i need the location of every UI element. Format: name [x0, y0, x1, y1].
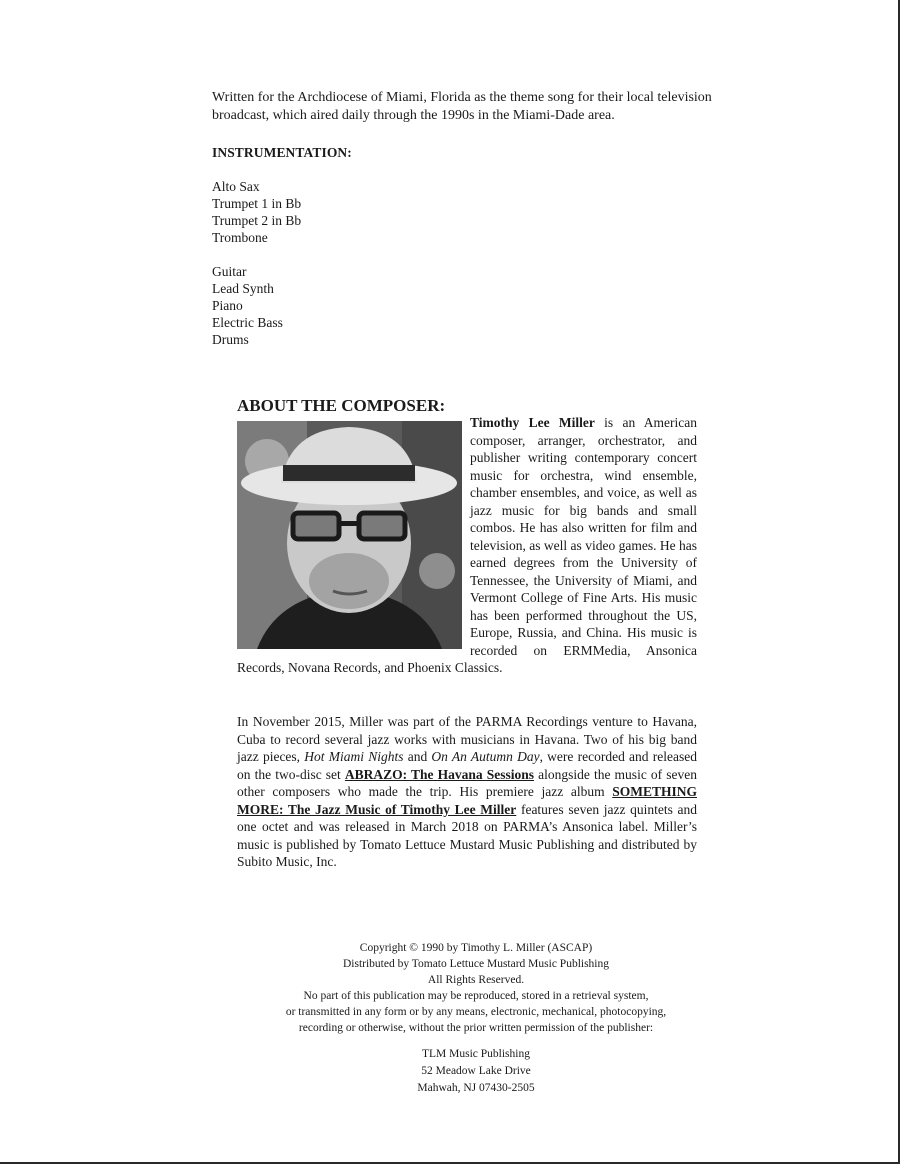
work-title-on-an-autumn-day: On An Autumn Day — [431, 749, 540, 764]
composer-bio-text: is an American composer, arranger, orchestrator, and publisher writing contemporary concert music for orchestra, wind ensemble, chamber ensembles, and voice, as well as jazz music for big bands and small combos. He has also written for film and television, as well as video games. He has earned degrees from the University of Tennessee, the University of Miami, and Vermont College of Fine Arts. His music has been performed throughout the US, Europe, Russia, and China. His music is recorded on ERMMedia, Ansonica Records, Novana Records, and Phoenix Classics. — [237, 415, 697, 675]
publisher-address — [212, 1046, 740, 1097]
instrument-list-rhythm — [212, 263, 283, 348]
copyright-line: recording or otherwise, without the prior written permission of the publisher: — [298, 1022, 654, 1034]
address-line: 52 Meadow Lake Drive — [421, 1065, 531, 1077]
instrument-item: Piano — [212, 298, 243, 313]
instrument-list-horns — [212, 178, 301, 246]
havana-text-4: features seven jazz quintets and one octet and was released in March 2018 on PARMA’s Ansonica label. Miller’s music is published by Tomato Lettuce Mustard Music Publishing and distributed by Subito Music, Inc. — [237, 801, 697, 869]
havana-text-2: , were recorded and released on the two-disc set — [237, 749, 697, 782]
copyright-line: or transmitted in any form or by any means, electronic, mechanical, photocopying, — [285, 1006, 667, 1018]
address-line: Mahwah, NJ 07430-2505 — [417, 1082, 535, 1094]
copyright-line: All Rights Reserved. — [427, 974, 525, 986]
work-title-hot-miami-nights: Hot Miami Nights — [304, 749, 404, 764]
composer-portrait-photo — [237, 421, 462, 649]
instrument-item: Alto Sax — [212, 179, 260, 194]
havana-text-and: and — [403, 749, 432, 764]
copyright-line: Distributed by Tomato Lettuce Mustard Music Publishing — [342, 958, 610, 970]
instrument-item: Drums — [212, 332, 249, 347]
instrument-item: Electric Bass — [212, 315, 283, 330]
havana-paragraph — [237, 713, 697, 871]
about-composer-heading: ABOUT THE COMPOSER: — [237, 396, 446, 415]
copyright-notice — [212, 940, 740, 1036]
havana-text-3: alongside the music of seven other composers who made the trip. His premiere jazz album — [237, 766, 697, 799]
instrumentation-heading: INSTRUMENTATION: — [212, 145, 352, 160]
composer-name: Timothy Lee Miller — [470, 415, 595, 430]
copyright-line: Copyright © 1990 by Timothy L. Miller (ASCAP) — [359, 942, 593, 954]
copyright-line: No part of this publication may be reproduced, stored in a retrieval system, — [303, 990, 649, 1002]
intro-paragraph: Written for the Archdiocese of Miami, Florida as the theme song for their local television broadcast, which aired daily through the 1990s in the Miami-Dade area. — [212, 90, 712, 123]
instrument-item: Lead Synth — [212, 281, 274, 296]
instrument-item: Guitar — [212, 264, 247, 279]
instrument-item: Trumpet 2 in Bb — [212, 213, 302, 228]
album-link-abrazo[interactable]: ABRAZO: The Havana Sessions — [344, 766, 535, 782]
composer-bio-paragraph — [237, 414, 697, 677]
album-link-something-more[interactable]: SOMETHING MORE: The Jazz Music of Timothy Lee Miller — [237, 784, 697, 817]
instrument-item: Trumpet 1 in Bb — [212, 196, 302, 211]
instrument-item: Trombone — [212, 230, 268, 245]
havana-text-1: In November 2015, Miller was part of the PARMA Recordings venture to Havana, Cuba to record several jazz works with musicians in Havana. Two of his big band jazz pieces, — [237, 714, 697, 764]
address-line: TLM Music Publishing — [422, 1048, 530, 1060]
